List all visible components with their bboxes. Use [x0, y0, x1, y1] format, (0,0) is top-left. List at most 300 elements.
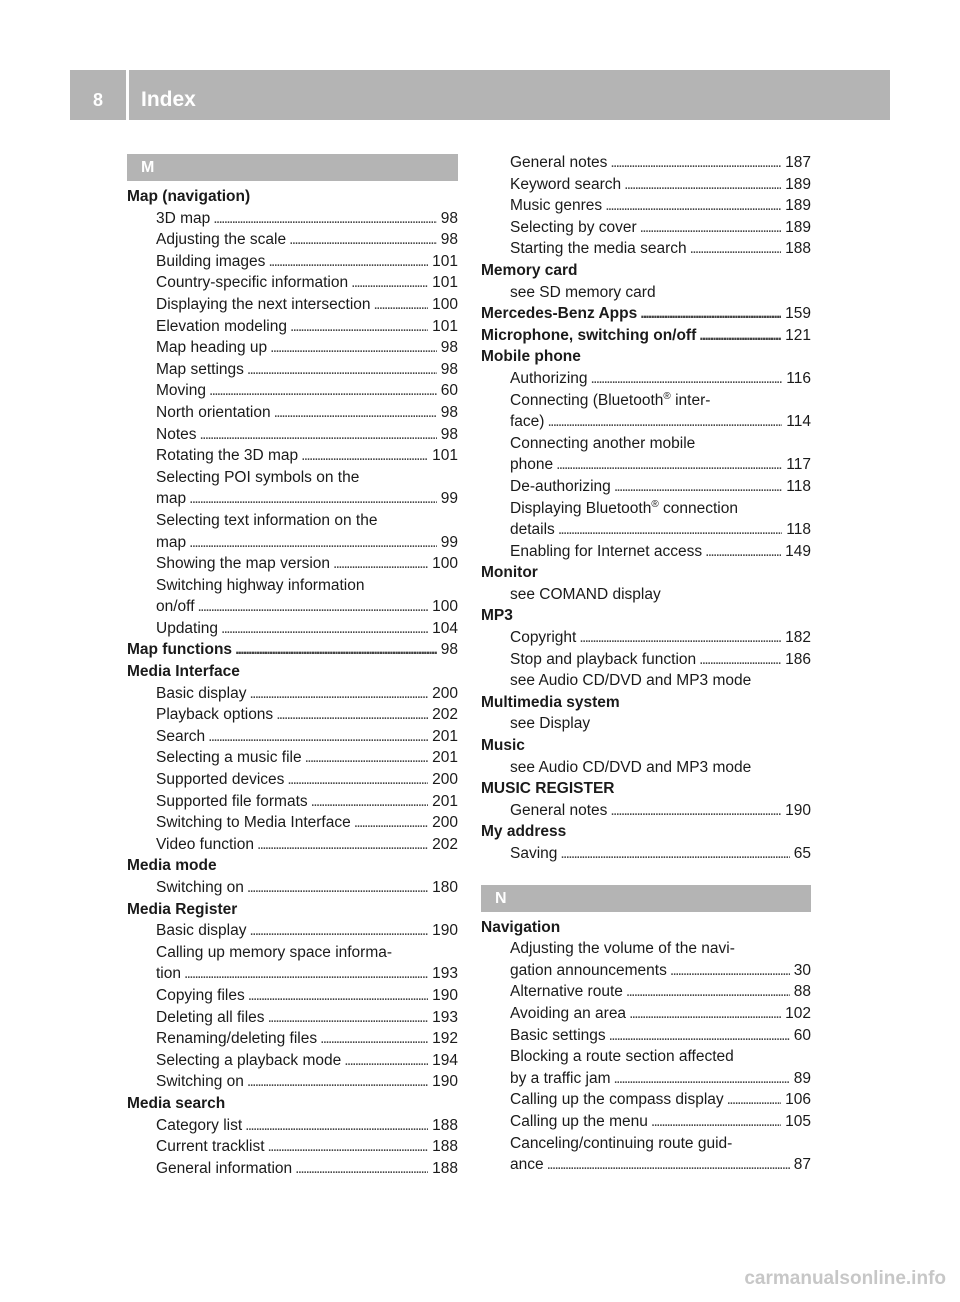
page-ref: 101: [432, 274, 458, 292]
index-subentry: [481, 217, 811, 239]
leader-dots: [609, 1025, 790, 1047]
index-subentry: [127, 575, 458, 597]
page-ref: 100: [432, 598, 458, 616]
index-subentry: [481, 282, 811, 304]
leader-dots: [344, 1050, 428, 1072]
index-subentry: [127, 251, 458, 273]
page-ref: 101: [432, 317, 458, 335]
entry-text: Selecting POI symbols on the: [156, 468, 360, 486]
page-ref: 200: [432, 684, 458, 702]
entry-text: Media Interface: [127, 663, 240, 681]
entry-text: Navigation: [481, 918, 561, 936]
page-ref: 105: [785, 1112, 811, 1130]
index-subentry: [481, 1089, 811, 1111]
entry-text: on/off: [156, 598, 195, 616]
leader-dots: [268, 251, 428, 273]
index-subentry: [481, 584, 811, 606]
index-entry: [481, 821, 811, 843]
index-column-left: [127, 154, 458, 1179]
page-ref: 194: [432, 1051, 458, 1069]
index-subentry: [127, 812, 458, 834]
entry-text: Renaming/deleting files: [156, 1030, 318, 1048]
leader-dots: [547, 1154, 790, 1176]
leader-dots: [247, 359, 437, 381]
entry-text: gation announcements: [510, 961, 667, 979]
page-number: 8: [92, 90, 103, 110]
entry-text: My address: [481, 823, 567, 841]
page-ref: 98: [440, 339, 458, 357]
index-subentry: [127, 1136, 458, 1158]
page-ref: 100: [432, 295, 458, 313]
leader-dots: [290, 316, 428, 338]
page-ref: 118: [786, 477, 811, 495]
index-subentry: [127, 726, 458, 748]
page-ref: 98: [440, 641, 458, 659]
entry-text: tion: [156, 965, 181, 983]
entry-text: face): [510, 413, 545, 431]
page-ref: 188: [432, 1159, 458, 1177]
entry-text: Calling up the menu: [510, 1112, 648, 1130]
leader-dots: [221, 618, 428, 640]
entry-text: Media Register: [127, 900, 238, 918]
index-subentry: [127, 1028, 458, 1050]
index-subentry: [481, 800, 811, 822]
page-ref: 106: [785, 1091, 811, 1109]
entry-text: phone: [510, 456, 554, 474]
entry-text: Mobile phone: [481, 348, 581, 366]
page-ref: 189: [785, 218, 811, 236]
leader-dots: [295, 1158, 428, 1180]
entry-text: Switching highway information: [156, 576, 365, 594]
index-entry: [481, 692, 811, 714]
index-subentry: [127, 294, 458, 316]
page-ref: 99: [440, 490, 458, 508]
leader-dots: [610, 800, 781, 822]
index-entry: [481, 303, 811, 325]
entry-text: Basic display: [156, 922, 247, 940]
page-ref: 193: [432, 1008, 458, 1026]
entry-text: 3D map: [156, 209, 211, 227]
leader-dots: [301, 445, 428, 467]
section-header-n: N: [481, 885, 811, 912]
entry-text: Multimedia system: [481, 693, 620, 711]
entry-text: Connecting another mobile: [510, 434, 696, 452]
leader-dots: [209, 380, 437, 402]
entry-text: Map functions: [127, 641, 233, 659]
entry-text: North orientation: [156, 403, 271, 421]
page-title: Index: [141, 88, 196, 111]
index-subentry: [481, 152, 811, 174]
leader-dots: [705, 541, 781, 563]
page-ref: 202: [432, 706, 458, 724]
page-ref: 60: [793, 1026, 811, 1044]
index-subentry: [127, 272, 458, 294]
entry-text: Category list: [156, 1116, 243, 1134]
index-subentry: [127, 1115, 458, 1137]
entry-text: Basic display: [156, 684, 247, 702]
entry-text: Building images: [156, 252, 266, 270]
entry-text: see Audio CD/DVD and MP3 mode: [510, 758, 752, 776]
leader-dots: [626, 981, 790, 1003]
index-subentry: [127, 337, 458, 359]
page-ref: 188: [432, 1116, 458, 1134]
entry-text: Country-specific information: [156, 274, 349, 292]
leader-dots: [320, 1028, 428, 1050]
leader-dots: [184, 963, 428, 985]
leader-dots: [560, 843, 789, 865]
index-subentry: [127, 747, 458, 769]
page-ref: 201: [432, 749, 458, 767]
leader-dots: [629, 1003, 781, 1025]
entry-text: map: [156, 490, 187, 508]
leader-dots: [699, 649, 781, 671]
entry-text: Switching on: [156, 1073, 244, 1091]
entry-text: Search: [156, 727, 206, 745]
page-ref: 100: [432, 555, 458, 573]
entry-text: Music genres: [510, 197, 603, 215]
index-subentry: [481, 713, 811, 735]
index-subentry: [127, 920, 458, 942]
index-subentry: [127, 618, 458, 640]
entry-text: Copyright: [510, 629, 577, 647]
index-entry: [127, 855, 458, 877]
page-ref: 104: [432, 619, 458, 637]
index-subentry: [481, 1046, 811, 1068]
page-ref: 187: [785, 154, 811, 171]
leader-dots: [374, 294, 429, 316]
index-subentry: [481, 519, 811, 541]
leader-dots: [547, 411, 782, 433]
index-entry: [127, 186, 458, 208]
index-subentry: [127, 488, 458, 510]
leader-dots: [249, 683, 428, 705]
page-ref: 87: [793, 1156, 811, 1174]
index-column-right: [481, 152, 811, 1176]
entry-text: Updating: [156, 619, 219, 637]
page-ref: 182: [785, 629, 811, 647]
entry-text: Canceling/continuing route guid-: [510, 1134, 733, 1152]
page-ref: 159: [785, 305, 811, 323]
index-subentry: [481, 541, 811, 563]
index-subentry: [127, 532, 458, 554]
index-entry: [481, 325, 811, 347]
entry-text: Media search: [127, 1094, 226, 1112]
index-entry: [127, 639, 458, 661]
leader-dots: [189, 532, 437, 554]
entry-text: Selecting a playback mode: [156, 1051, 342, 1069]
leader-dots: [208, 726, 428, 748]
entry-text: Calling up the compass display: [510, 1091, 724, 1109]
index-entry: [127, 1093, 458, 1115]
page-ref: 190: [785, 801, 811, 819]
leader-dots: [276, 704, 428, 726]
leader-dots: [333, 553, 428, 575]
index-subentry: [127, 683, 458, 705]
leader-dots: [198, 596, 429, 618]
index-subentry: [127, 596, 458, 618]
leader-dots: [727, 1089, 781, 1111]
leader-dots: [257, 834, 428, 856]
index-subentry: [127, 359, 458, 381]
entry-text: Elevation modeling: [156, 317, 287, 335]
index-subentry: [481, 1133, 811, 1155]
leader-dots: [287, 769, 428, 791]
index-subentry: [127, 942, 458, 964]
leader-dots: [614, 476, 782, 498]
index-subentry: [127, 1007, 458, 1029]
index-subentry: [481, 1068, 811, 1090]
entry-text: ance: [510, 1156, 544, 1174]
page-ref: 190: [432, 986, 458, 1004]
watermark: carmanualsonline.info: [744, 1268, 946, 1289]
page-ref: 190: [432, 922, 458, 940]
index-entry: [481, 735, 811, 757]
page-ref: 121: [785, 326, 811, 344]
entry-text: Current tracklist: [156, 1138, 265, 1156]
leader-dots: [614, 1068, 790, 1090]
index-subentry: [481, 174, 811, 196]
entry-text: Supported file formats: [156, 792, 308, 810]
page-ref: 149: [785, 542, 811, 560]
page-ref: 60: [440, 382, 458, 400]
page-ref: 114: [786, 413, 811, 431]
leader-dots: [274, 402, 437, 424]
entry-text: De-authorizing: [510, 477, 611, 495]
page-ref: 99: [440, 533, 458, 551]
page-ref: 98: [440, 360, 458, 378]
leader-dots: [247, 877, 428, 899]
section-header-m: M: [127, 154, 458, 181]
index-subentry: [127, 1071, 458, 1093]
page-ref: 101: [432, 252, 458, 270]
index-subentry: [481, 981, 811, 1003]
index-subentry: [127, 877, 458, 899]
entry-text: MUSIC REGISTER: [481, 780, 615, 798]
leader-dots: [354, 812, 428, 834]
leader-dots: [651, 1111, 781, 1133]
index-subentry: [481, 476, 811, 498]
leader-dots: [351, 272, 428, 294]
index-subentry: [127, 1158, 458, 1180]
entry-text: Adjusting the scale: [156, 231, 287, 249]
page-ref: 190: [432, 1073, 458, 1091]
entry-text: Video function: [156, 835, 254, 853]
index-subentry: [481, 757, 811, 779]
page-ref: 180: [432, 879, 458, 896]
index-entry: [481, 917, 811, 939]
index-subentry: [127, 229, 458, 251]
entry-text: see Display: [510, 715, 591, 733]
index-subentry: [481, 195, 811, 217]
index-subentry: [481, 390, 811, 412]
leader-dots: [670, 960, 790, 982]
index-subentry: [127, 834, 458, 856]
page-ref: 186: [785, 650, 811, 668]
index-subentry: [481, 1025, 811, 1047]
entry-text: General information: [156, 1159, 293, 1177]
index-subentry: [481, 627, 811, 649]
leader-dots: [189, 488, 437, 510]
leader-dots: [624, 174, 781, 196]
entry-text: Saving: [510, 845, 558, 862]
entry-text: Media mode: [127, 857, 217, 875]
page-ref: 65: [793, 845, 811, 862]
index-subentry: [481, 938, 811, 960]
page-ref: 89: [793, 1069, 811, 1087]
entry-text: Stop and playback function: [510, 650, 697, 668]
leader-dots: [270, 337, 437, 359]
entry-text: Notes: [156, 425, 197, 443]
entry-text: see COMAND display: [510, 585, 661, 603]
index-subentry: [481, 498, 811, 520]
index-subentry: [127, 316, 458, 338]
leader-dots: [249, 920, 428, 942]
leader-dots: [699, 325, 781, 347]
leader-dots: [605, 195, 781, 217]
entry-text: Calling up memory space informa-: [156, 943, 393, 961]
entry-text: Showing the map version: [156, 555, 331, 573]
entry-text: Copying files: [156, 986, 245, 1004]
page-ref: 193: [432, 965, 458, 983]
index-subentry: [127, 769, 458, 791]
page-ref: 200: [432, 814, 458, 832]
index-subentry: [481, 433, 811, 455]
entry-text: General notes: [510, 801, 608, 819]
leader-dots: [556, 454, 782, 476]
entry-text: Blocking a route section affected: [510, 1048, 734, 1066]
index-subentry: [127, 791, 458, 813]
index-entry: [127, 661, 458, 683]
index-subentry: [481, 368, 811, 390]
entry-text: Connecting (Bluetooth: [510, 391, 664, 409]
leader-dots: [591, 368, 783, 390]
entry-text: Avoiding an area: [510, 1004, 627, 1022]
page-ref: 189: [785, 175, 811, 193]
leader-dots: [213, 208, 436, 230]
index-subentry: [481, 1111, 811, 1133]
index-subentry: [481, 960, 811, 982]
page-ref: 30: [793, 961, 811, 979]
entry-text: Selecting by cover: [510, 218, 637, 236]
index-subentry: [481, 411, 811, 433]
page-ref: 88: [793, 983, 811, 1001]
index-subentry: [127, 380, 458, 402]
index-subentry: [481, 1154, 811, 1176]
entry-text: Enabling for Internet access: [510, 542, 703, 560]
index-subentry: [127, 467, 458, 489]
index-subentry: [127, 704, 458, 726]
entry-text: map: [156, 533, 187, 551]
entry-text: Basic settings: [510, 1026, 606, 1044]
entry-text: see SD memory card: [510, 283, 656, 301]
entry-text: Displaying the next intersection: [156, 295, 371, 313]
page-ref: 188: [432, 1138, 458, 1156]
entry-text: Moving: [156, 382, 206, 400]
index-subentry: [481, 238, 811, 260]
page-ref: 98: [440, 403, 458, 421]
entry-text-continued: connection: [658, 499, 738, 517]
leader-dots: [305, 747, 429, 769]
page-ref: 192: [432, 1030, 458, 1048]
page-ref: 117: [786, 456, 811, 474]
leader-dots: [610, 152, 781, 174]
leader-dots: [200, 424, 437, 446]
leader-dots: [690, 238, 782, 260]
index-subentry: [127, 445, 458, 467]
page-ref: 200: [432, 771, 458, 789]
entry-text: Map heading up: [156, 339, 268, 357]
entry-text: Selecting text information on the: [156, 511, 378, 529]
entry-text: Alternative route: [510, 983, 623, 1001]
leader-dots: [640, 217, 781, 239]
page-ref: 98: [440, 231, 458, 249]
entry-text: Switching to Media Interface: [156, 814, 351, 832]
index-subentry: [127, 510, 458, 532]
entry-text: General notes: [510, 154, 608, 171]
leader-dots: [640, 303, 781, 325]
header-divider: [126, 70, 129, 120]
page-ref: 188: [785, 240, 811, 258]
entry-text: Starting the media search: [510, 240, 687, 258]
page-ref: 202: [432, 835, 458, 853]
entry-text: Keyword search: [510, 175, 622, 193]
entry-text: details: [510, 521, 555, 539]
page-ref: 98: [440, 425, 458, 443]
page-ref: 101: [432, 447, 458, 465]
entry-text: Music: [481, 737, 525, 755]
registered-mark: ®: [651, 498, 659, 510]
leader-dots: [235, 639, 437, 661]
entry-text: MP3: [481, 607, 513, 625]
page-ref: 189: [785, 197, 811, 215]
page-ref: 118: [786, 521, 811, 539]
page-ref: 201: [432, 727, 458, 745]
leader-dots: [248, 985, 428, 1007]
entry-text: see Audio CD/DVD and MP3 mode: [510, 672, 752, 690]
leader-dots: [289, 229, 437, 251]
index-subentry: [127, 424, 458, 446]
entry-text: Rotating the 3D map: [156, 447, 299, 465]
registered-mark: ®: [663, 390, 671, 402]
index-subentry: [481, 454, 811, 476]
entry-text: Mercedes-Benz Apps: [481, 305, 638, 323]
leader-dots: [579, 627, 781, 649]
entry-text: Switching on: [156, 879, 244, 896]
leader-dots: [311, 791, 428, 813]
index-subentry: [481, 670, 811, 692]
entry-text: Displaying Bluetooth: [510, 499, 652, 517]
index-subentry: [127, 985, 458, 1007]
index-entry: [481, 605, 811, 627]
page-ref: 116: [786, 369, 811, 387]
index-subentry: [127, 1050, 458, 1072]
entry-text: Map (navigation): [127, 188, 251, 205]
leader-dots: [245, 1115, 428, 1137]
page-ref: 102: [785, 1004, 811, 1022]
entry-text-continued: inter-: [670, 391, 711, 409]
entry-text: Adjusting the volume of the navi-: [510, 940, 735, 958]
index-entry: [481, 346, 811, 368]
page-ref: 201: [432, 792, 458, 810]
index-entry: [481, 260, 811, 282]
entry-text: Supported devices: [156, 771, 285, 789]
index-entry: [127, 899, 458, 921]
leader-dots: [268, 1136, 429, 1158]
index-entry: [481, 778, 811, 800]
entry-text: Memory card: [481, 261, 578, 279]
entry-text: Monitor: [481, 564, 538, 582]
entry-text: Selecting a music file: [156, 749, 302, 767]
